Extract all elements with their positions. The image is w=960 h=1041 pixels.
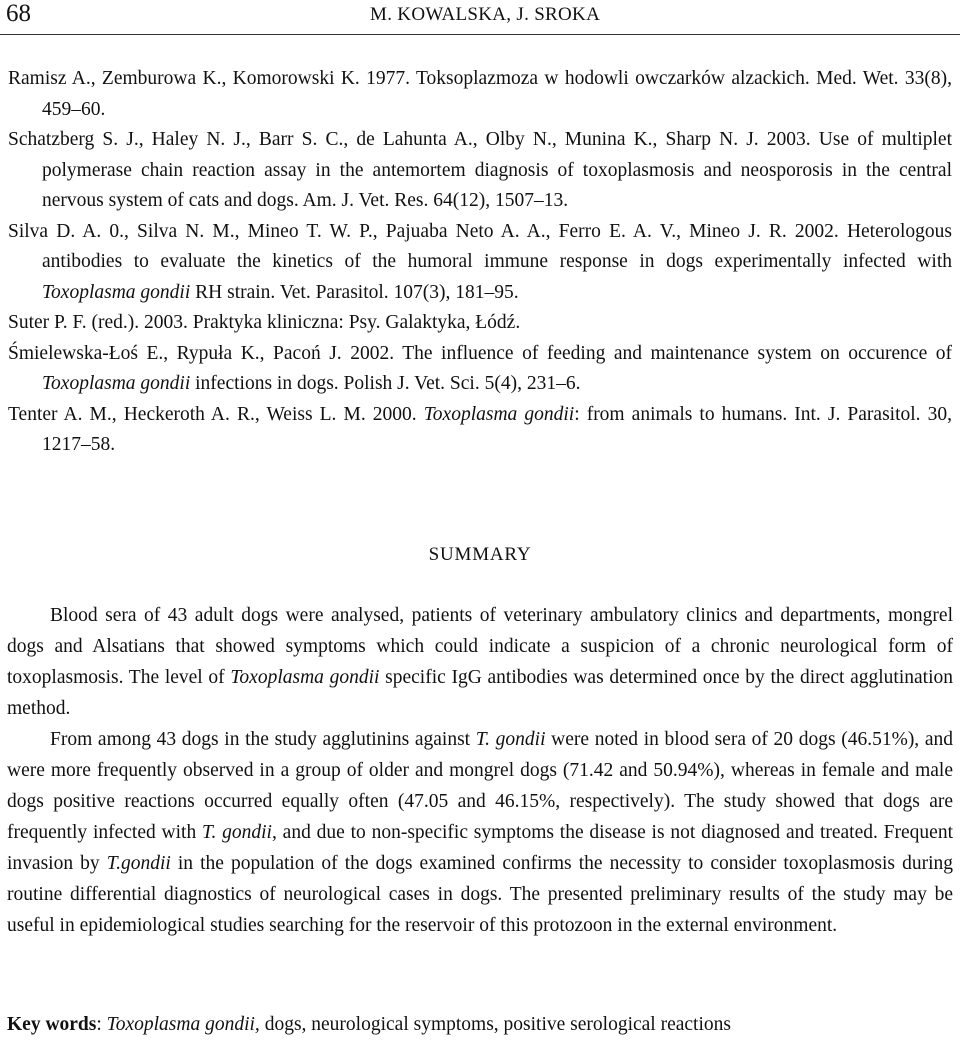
reference-item	[0, 308, 952, 339]
summary-paragraph	[7, 600, 953, 724]
header-rule	[0, 34, 960, 35]
summary-text: Blood sera of 43 adult dogs were analysed, patients of veterinary ambulatory clinics and departments, mongrel dogs and Alsatians that showed symptoms which could indicate a suspicion of a chronic neurological form of toxoplasmosis. The level of	[7, 605, 953, 688]
reference-text: Tenter A. M., Heckeroth A. R., Weiss L. M. 2000.	[8, 403, 424, 425]
summary-paragraph	[7, 724, 953, 941]
summary-body	[7, 600, 953, 941]
reference-text: Silva D. A. 0., Silva N. M., Mineo T. W. P., Pajuaba Neto A. A., Ferro E. A. V., Mineo J. R. 2002. Heterologous antibodies to evaluate the kinetics of the humoral immune response in dogs experimentally infected with	[8, 220, 952, 272]
reference-item	[0, 400, 952, 461]
reference-text: Schatzberg S. J., Haley N. J., Barr S. C., de Lahunta A., Olby N., Munina K., Sharp N. J. 2003. Use of multiplet polymerase chain reaction assay in the antemortem diagnosis of toxoplasmosis and neosporosis in the central nervous system of cats and dogs. Am. J. Vet. Res. 64(12), 1507–13.	[8, 129, 952, 211]
summary-text: in the population of the dogs examined confirms the necessity to consider toxoplasmosis during routine differential diagnostics of neurological cases in dogs. The presented preliminary results of the study may be useful in epidemiological studies searching for the reservoir of this protozoon in the external environment.	[7, 853, 953, 936]
reference-item	[0, 125, 952, 217]
summary-text: , and due to non-specific symptoms the disease is not diagnosed and treated. Frequent invasion by	[7, 822, 953, 874]
species-name: T. gondii	[475, 729, 546, 750]
reference-item	[0, 217, 952, 309]
summary-text: were noted in blood sera of 20 dogs (46.51%), and were more frequently observed in a group of older and mongrel dogs (71.42 and 50.94%), whereas in female and male dogs positive reactions occurred equally often (47.05 and 46.15%, respectively). The study showed that dogs are frequently infected with	[7, 729, 953, 843]
page-number: 68	[6, 0, 31, 27]
reference-list	[0, 64, 960, 461]
species-name: T. gondii	[202, 822, 272, 843]
reference-text: : from animals to humans. Int. J. Parasitol. 30, 1217–58.	[42, 403, 952, 455]
keywords-label: Key words	[7, 1014, 97, 1035]
reference-text: infections in dogs. Polish J. Vet. Sci. 5(4), 231–6.	[190, 373, 581, 394]
summary-heading: SUMMARY	[428, 544, 532, 565]
reference-text: Suter P. F. (red.). 2003. Praktyka kliniczna: Psy. Galaktyka, Łódź.	[8, 312, 521, 333]
species-name: Toxoplasma gondii	[423, 403, 575, 425]
reference-item	[0, 339, 952, 400]
running-head: M. KOWALSKA, J. SROKA	[370, 4, 601, 25]
keywords-separator: :	[96, 1014, 107, 1035]
reference-text: RH strain. Vet. Parasitol. 107(3), 181–95.	[190, 281, 519, 303]
reference-item	[0, 64, 952, 125]
species-name: Toxoplasma gondii	[42, 373, 191, 394]
summary-text: From among 43 dogs in the study agglutinins against	[50, 729, 476, 750]
reference-text: Śmielewska-Łoś E., Rypuła K., Pacoń J. 2002. The influence of feeding and maintenance system on occurence of	[8, 342, 952, 364]
summary-text: specific IgG antibodies was determined once by the direct agglutination method.	[7, 667, 953, 719]
keywords-text: dogs, neurological symptoms, positive serological reactions	[259, 1014, 731, 1035]
keywords-line	[7, 1011, 953, 1039]
reference-text: Ramisz A., Zemburowa K., Komorowski K. 1977. Toksoplazmoza w hodowli owczarków alzackich. Med. Wet. 33(8), 459–60.	[8, 68, 952, 120]
page-header	[0, 0, 960, 36]
species-name: Toxoplasma gondii	[42, 281, 191, 303]
species-name: T.gondii	[106, 853, 171, 874]
species-name: Toxoplasma gondii,	[106, 1014, 260, 1035]
species-name: Toxoplasma gondii	[230, 667, 380, 688]
